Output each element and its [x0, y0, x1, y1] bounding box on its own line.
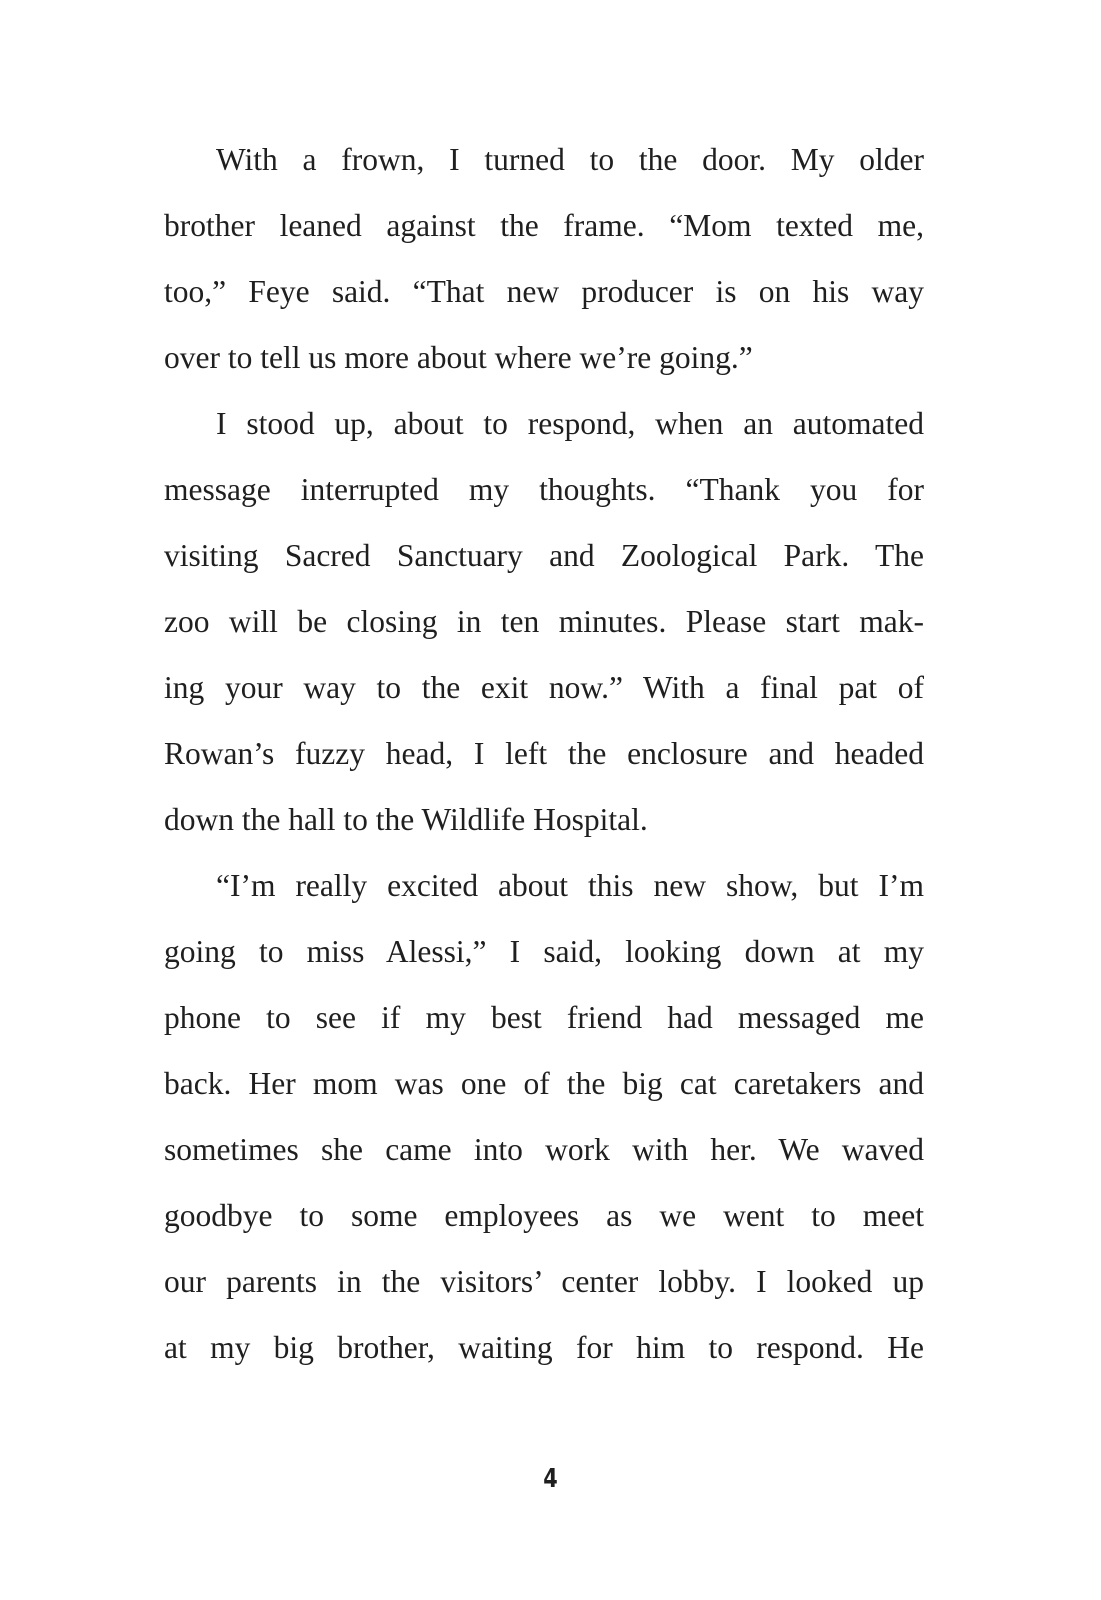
- text-line: brother leaned against the frame. “Mom texted me,: [164, 208, 924, 243]
- body-text: [164, 127, 924, 1381]
- text-line: too,” Feye said. “That new producer is on his way: [164, 274, 924, 309]
- text-line: going to miss Alessi,” I said, looking down at my: [164, 934, 924, 969]
- text-line: goodbye to some employees as we went to meet: [164, 1198, 924, 1233]
- text-line: I stood up, about to respond, when an automated: [216, 406, 924, 441]
- text-line: at my big brother, waiting for him to respond. He: [164, 1330, 924, 1365]
- text-line: down the hall to the Wildlife Hospital.: [164, 802, 648, 837]
- page-number: 4: [543, 1464, 558, 1494]
- text-line: visiting Sacred Sanctuary and Zoological Park. The: [164, 538, 924, 573]
- text-line: With a frown, I turned to the door. My older: [216, 142, 924, 177]
- text-line: phone to see if my best friend had messaged me: [164, 1000, 924, 1035]
- text-line: over to tell us more about where we’re going.”: [164, 340, 753, 375]
- text-line: our parents in the visitors’ center lobby. I looked up: [164, 1264, 924, 1299]
- text-line: “I’m really excited about this new show, but I’m: [216, 868, 924, 903]
- text-line: message interrupted my thoughts. “Thank you for: [164, 472, 924, 507]
- text-line: sometimes she came into work with her. We waved: [164, 1132, 924, 1167]
- text-line: zoo will be closing in ten minutes. Please start mak-: [164, 604, 924, 639]
- text-line: back. Her mom was one of the big cat caretakers and: [164, 1066, 924, 1101]
- text-line: ing your way to the exit now.” With a final pat of: [164, 670, 924, 705]
- text-line: Rowan’s fuzzy head, I left the enclosure and headed: [164, 736, 924, 771]
